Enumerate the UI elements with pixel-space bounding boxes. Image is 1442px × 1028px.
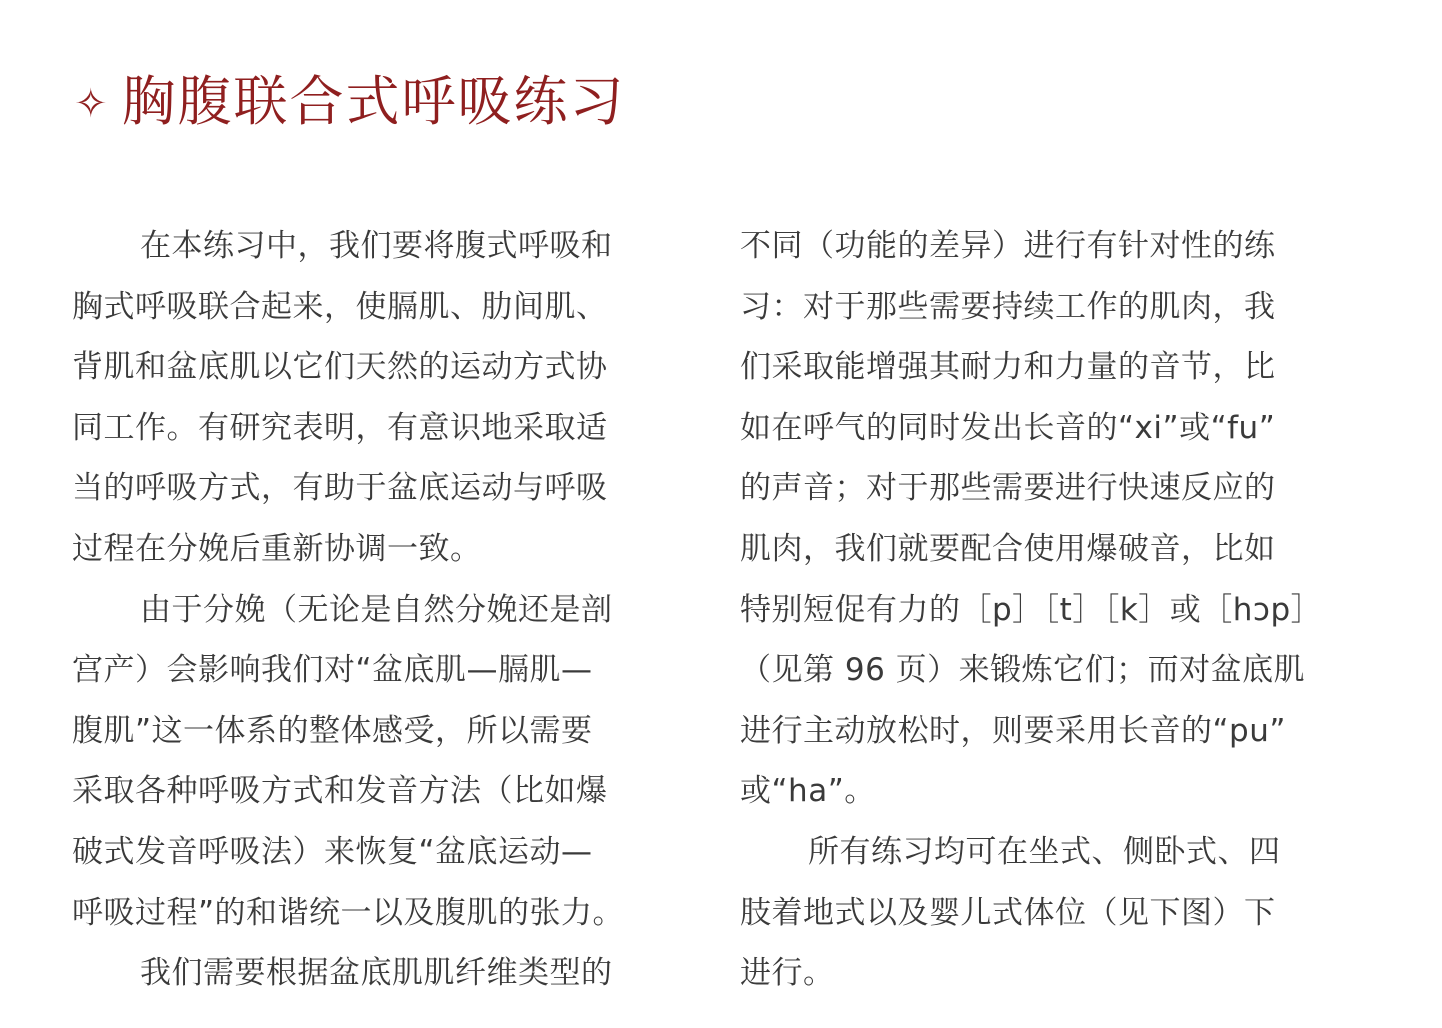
- paragraph-line: 破式发音呼吸法）来恢复“盆底运动—: [72, 833, 593, 870]
- paragraph-line: 的声音；对于那些需要进行快速反应的: [740, 470, 1276, 507]
- paragraph-line: 采取各种呼吸方式和发音方法（比如爆: [72, 773, 608, 810]
- paragraph-line: 由于分娩（无论是自然分娩还是剖: [140, 591, 613, 628]
- paragraph-line: 肢着地式以及婴儿式体位（见下图）下: [740, 894, 1276, 931]
- paragraph-line: 进行。: [740, 955, 835, 992]
- paragraph-line: （见第 96 页）来锻炼它们；而对盆底肌: [740, 652, 1306, 689]
- paragraph-line: 进行主动放松时，则要采用长音的“pu”: [740, 712, 1286, 749]
- paragraph-line: 习：对于那些需要持续工作的肌肉，我: [740, 288, 1276, 325]
- paragraph-line: 我们需要根据盆底肌肌纤维类型的: [140, 955, 613, 992]
- paragraph-line: 当的呼吸方式，有助于盆底运动与呼吸: [72, 470, 608, 507]
- right-text-column: [740, 216, 1334, 1004]
- paragraph-line: 胸式呼吸联合起来，使膈肌、肋间肌、: [72, 288, 608, 325]
- paragraph-line: 肌肉，我们就要配合使用爆破音，比如: [740, 530, 1276, 567]
- paragraph-line: 所有练习均可在坐式、侧卧式、四: [808, 833, 1281, 870]
- section-title: 胸腹联合式呼吸练习: [121, 70, 626, 133]
- paragraph-line: 同工作。有研究表明，有意识地采取适: [72, 409, 608, 446]
- paragraph-line: 宫产）会影响我们对“盆底肌—膈肌—: [72, 652, 593, 689]
- paragraph-line: 如在呼气的同时发出长音的“xi”或“fu”: [740, 409, 1276, 446]
- paragraph-line: 不同（功能的差异）进行有针对性的练: [740, 228, 1276, 264]
- paragraph-line: 呼吸过程”的和谐统一以及腹肌的张力。: [72, 894, 625, 931]
- paragraph-line: 特别短促有力的［p］［t］［k］或［hɔp］: [740, 591, 1323, 628]
- left-text-column: [72, 216, 666, 1004]
- paragraph-line: 过程在分娩后重新协调一致。: [72, 530, 482, 567]
- section-heading: [74, 72, 626, 131]
- paragraph-line: 或“ha”。: [740, 773, 876, 810]
- sparkle-icon: ✧: [74, 80, 108, 127]
- paragraph-line: 在本练习中，我们要将腹式呼吸和: [140, 228, 613, 264]
- paragraph-line: 腹肌”这一体系的整体感受，所以需要: [72, 712, 593, 749]
- paragraph-line: 背肌和盆底肌以它们天然的运动方式协: [72, 349, 608, 386]
- paragraph-line: 们采取能增强其耐力和力量的音节，比: [740, 349, 1276, 386]
